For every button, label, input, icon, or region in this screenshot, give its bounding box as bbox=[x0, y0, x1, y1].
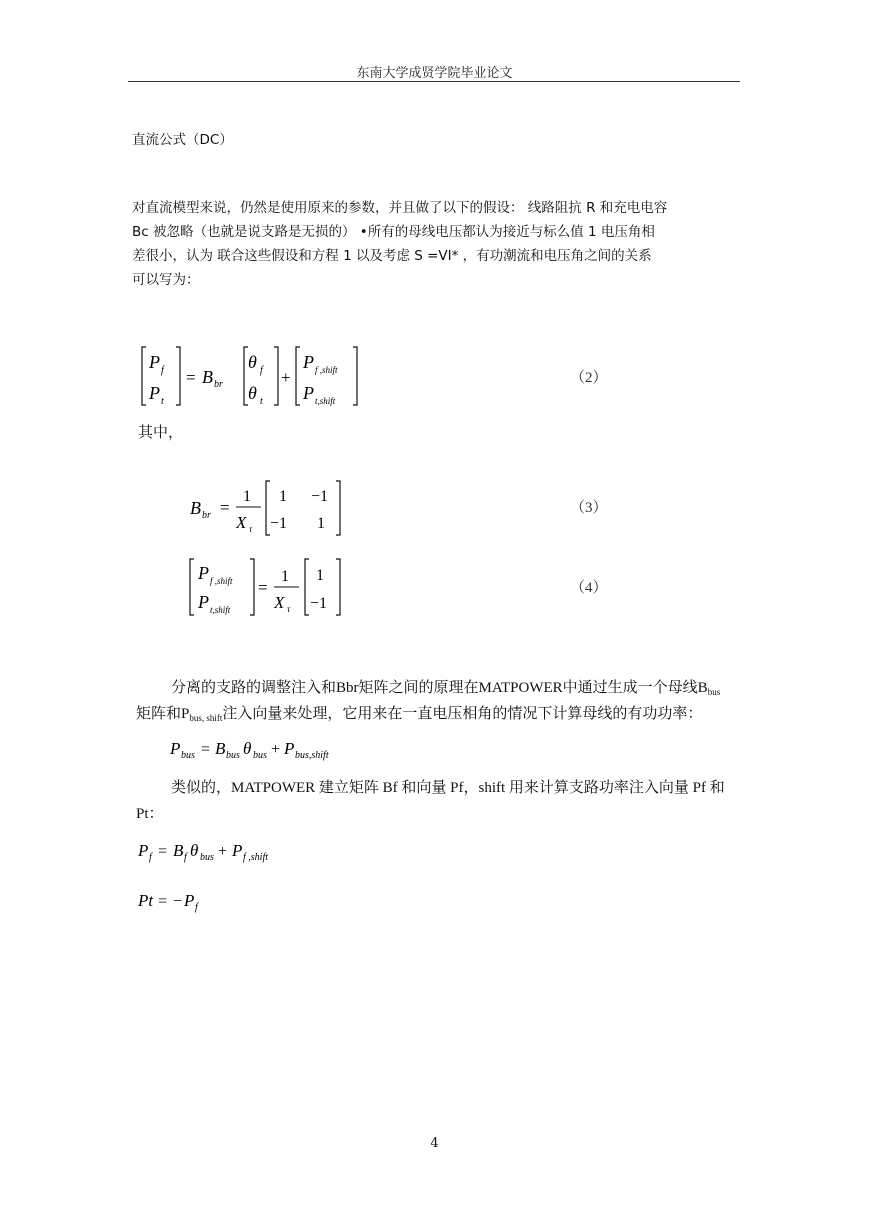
svg-text:P: P bbox=[303, 383, 314, 403]
svg-text:−1: −1 bbox=[311, 488, 329, 505]
para3-line-1: 类似的，MATPOWER 建立矩阵 Bf 和向量 Pf，shift 用来计算支路功率注入向量 Pf 和 bbox=[171, 780, 725, 796]
svg-text:f ,shift: f ,shift bbox=[210, 576, 233, 586]
svg-text:bus,shift: bus,shift bbox=[295, 750, 329, 761]
svg-text:P: P bbox=[170, 739, 181, 758]
svg-text:P: P bbox=[149, 383, 160, 403]
svg-text:f ,shift: f ,shift bbox=[315, 365, 338, 375]
svg-text:=: = bbox=[158, 893, 168, 910]
intro-line-1: 对直流模型来说，仍然是使用原来的参数，并且做了以下的假设： 线路阻抗 R 和充电电容 bbox=[132, 200, 668, 216]
svg-text:t,shift: t,shift bbox=[210, 605, 231, 615]
svg-text:τ: τ bbox=[287, 604, 291, 614]
svg-text:1: 1 bbox=[317, 515, 325, 532]
svg-text:+: + bbox=[218, 843, 228, 860]
svg-text:bus: bus bbox=[253, 750, 267, 761]
equation-number-2: （2） bbox=[570, 370, 608, 386]
svg-text:P: P bbox=[232, 841, 243, 860]
svg-text:θ: θ bbox=[190, 841, 199, 860]
svg-text:+: + bbox=[271, 741, 281, 758]
equation-pt bbox=[136, 884, 256, 918]
page-header: 东南大学成贤学院毕业论文 bbox=[356, 66, 513, 81]
equation-number-4: （4） bbox=[570, 580, 608, 596]
svg-text:B: B bbox=[173, 841, 184, 860]
svg-text:bus: bus bbox=[200, 852, 214, 863]
svg-text:Pt: Pt bbox=[138, 891, 154, 910]
svg-text:X: X bbox=[236, 513, 247, 532]
svg-text:f: f bbox=[195, 902, 198, 913]
where-label: 其中， bbox=[138, 423, 184, 441]
svg-text:θ: θ bbox=[248, 383, 257, 403]
svg-text:1: 1 bbox=[281, 568, 289, 585]
svg-text:−1: −1 bbox=[310, 595, 328, 612]
equation-pbus bbox=[168, 734, 348, 766]
svg-text:1: 1 bbox=[279, 488, 287, 505]
svg-text:bus: bus bbox=[226, 750, 240, 761]
svg-text:θ: θ bbox=[243, 739, 252, 758]
page-number: 4 bbox=[430, 1136, 439, 1151]
para3-line-2: Pt： bbox=[136, 806, 164, 822]
section-title: 直流公式（DC） bbox=[132, 132, 233, 148]
svg-text:θ: θ bbox=[248, 352, 257, 372]
svg-text:br: br bbox=[214, 379, 223, 390]
svg-text:f ,shift: f ,shift bbox=[243, 852, 269, 863]
svg-text:f: f bbox=[184, 852, 187, 863]
intro-line-4: 可以写为： bbox=[132, 272, 200, 288]
svg-text:br: br bbox=[202, 510, 211, 521]
svg-text:f: f bbox=[260, 365, 263, 376]
svg-text:1: 1 bbox=[243, 488, 251, 505]
svg-text:−1: −1 bbox=[270, 515, 288, 532]
equation-2 bbox=[138, 340, 378, 412]
svg-text:=: = bbox=[258, 578, 268, 597]
svg-text:X: X bbox=[274, 593, 285, 612]
svg-text:t: t bbox=[260, 396, 263, 407]
svg-text:B: B bbox=[202, 367, 213, 387]
intro-line-2: Bc 被忽略（也就是说支路是无损的） •所有的母线电压都认为接近与标么值 1 电压角相 bbox=[132, 224, 655, 240]
svg-text:bus: bus bbox=[181, 750, 195, 761]
svg-text:=: = bbox=[220, 498, 230, 517]
svg-text:B: B bbox=[215, 739, 226, 758]
svg-text:=: = bbox=[186, 368, 196, 387]
svg-text:f: f bbox=[149, 852, 152, 863]
svg-text:P: P bbox=[303, 352, 314, 372]
svg-text:P: P bbox=[149, 352, 160, 372]
equation-4 bbox=[184, 554, 354, 620]
svg-text:B: B bbox=[190, 498, 201, 518]
para2-line-1: 分离的支路的调整注入和Bbr矩阵之间的原理在MATPOWER中通过生成一个母线$B_{bus}$ bbox=[171, 680, 721, 697]
svg-text:t,shift: t,shift bbox=[315, 396, 336, 406]
equation-number-3: （3） bbox=[570, 500, 608, 516]
svg-text:P: P bbox=[198, 563, 209, 583]
svg-text:f: f bbox=[161, 365, 164, 376]
equation-pf bbox=[136, 836, 316, 868]
svg-text:=: = bbox=[158, 843, 168, 860]
svg-text:1: 1 bbox=[316, 567, 324, 584]
header-rule bbox=[128, 81, 740, 82]
intro-line-3: 差很小，认为 联合这些假设和方程 1 以及考虑 S =VI* ，有功潮流和电压角之间的关系 bbox=[132, 248, 652, 264]
svg-text:=: = bbox=[201, 741, 211, 758]
svg-text:P: P bbox=[184, 891, 195, 910]
equation-3 bbox=[186, 476, 356, 540]
svg-text:+: + bbox=[281, 368, 291, 387]
svg-text:P: P bbox=[284, 739, 295, 758]
svg-text:−: − bbox=[173, 893, 183, 910]
svg-text:τ: τ bbox=[249, 524, 253, 534]
svg-text:P: P bbox=[198, 592, 209, 612]
svg-text:P: P bbox=[138, 841, 149, 860]
svg-text:t: t bbox=[161, 396, 164, 407]
para2-line-2: 矩阵和$P_{bus, shift}$注入向量来处理，它用来在一直电压相角的情况下计算母线的有功功率： bbox=[136, 706, 703, 723]
